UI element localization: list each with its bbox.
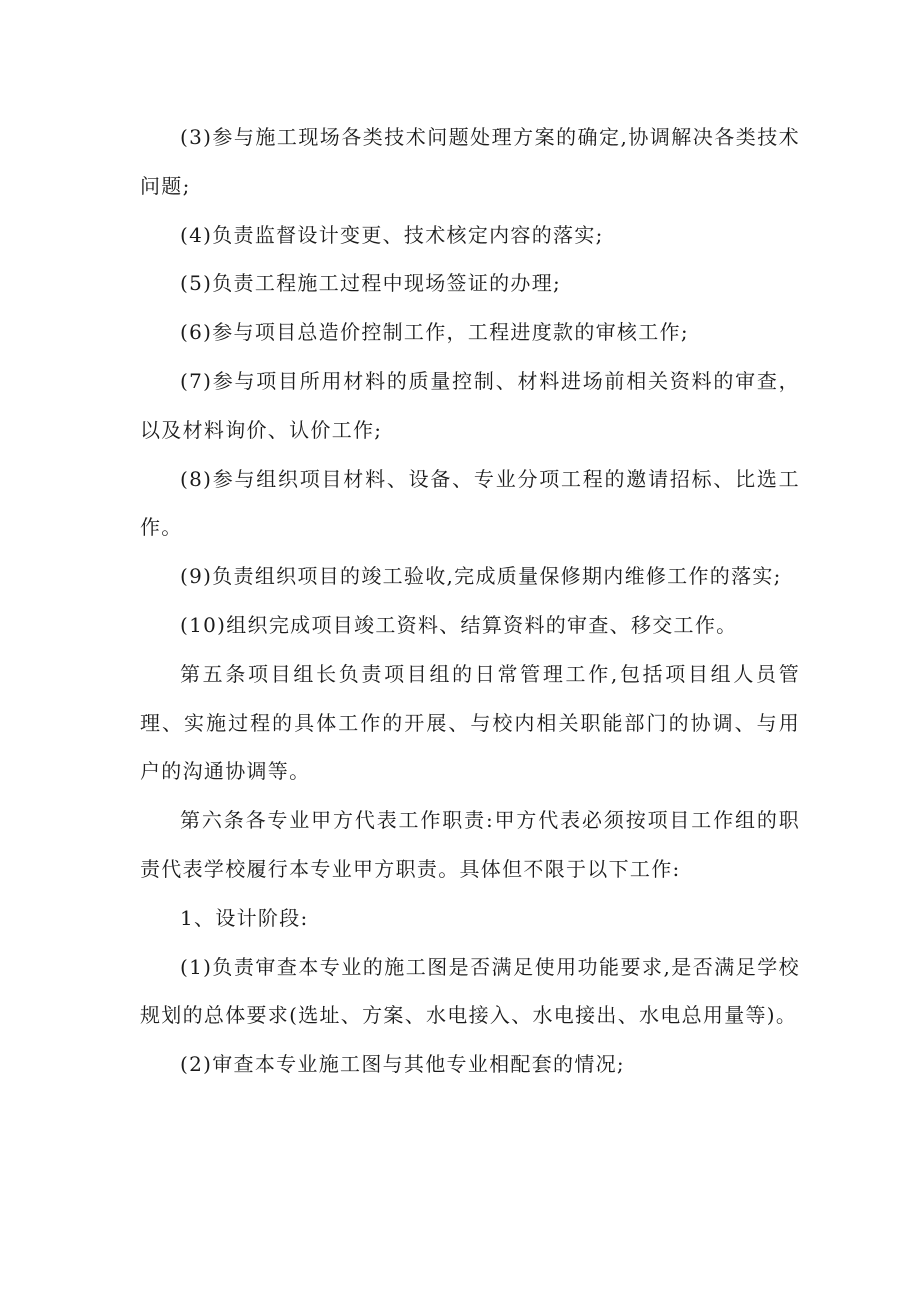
paragraph-article-5: 第五条项目组长负责项目组的日常管理工作,包括项目组人员管理、实施过程的具体工作的开展、与校内相关职能部门的协调、与用户的沟通协调等。 bbox=[140, 661, 800, 784]
paragraph-duty-8: (8)参与组织项目材料、设备、专业分项工程的邀请招标、比选工作。 bbox=[140, 466, 800, 540]
section-heading-design-stage: 1、设计阶段: bbox=[180, 905, 309, 930]
paragraph-duty-4: (4)负责监督设计变更、技术核定内容的落实; bbox=[180, 222, 604, 247]
paragraph-duty-7: (7)参与项目所用材料的质量控制、材料进场前相关资料的审查，以及材料询价、认价工作; bbox=[140, 368, 800, 442]
document-body bbox=[140, 113, 800, 1089]
paragraph-design-2: (2)审查本专业施工图与其他专业相配套的情况; bbox=[180, 1052, 625, 1077]
paragraph-article-6: 第六条各专业甲方代表工作职责:甲方代表必须按项目工作组的职责代表学校履行本专业甲方职责。具体但不限于以下工作: bbox=[140, 808, 800, 881]
paragraph-design-1: (1)负责审查本专业的施工图是否满足使用功能要求,是否满足学校规划的总体要求(选址、方案、水电接入、水电接出、水电总用量等)。 bbox=[140, 954, 800, 1028]
paragraph-duty-3: (3)参与施工现场各类技术问题处理方案的确定,协调解决各类技术问题; bbox=[140, 125, 800, 198]
paragraph-duty-9: (9)负责组织项目的竣工验收,完成质量保修期内维修工作的落实; bbox=[180, 564, 782, 589]
paragraph-duty-5: (5)负责工程施工过程中现场签证的办理; bbox=[180, 271, 562, 296]
paragraph-duty-10: (10)组织完成项目竣工资料、结算资料的审查、移交工作。 bbox=[180, 612, 738, 637]
paragraph-duty-6: (6)参与项目总造价控制工作，工程进度款的审核工作; bbox=[180, 320, 689, 345]
